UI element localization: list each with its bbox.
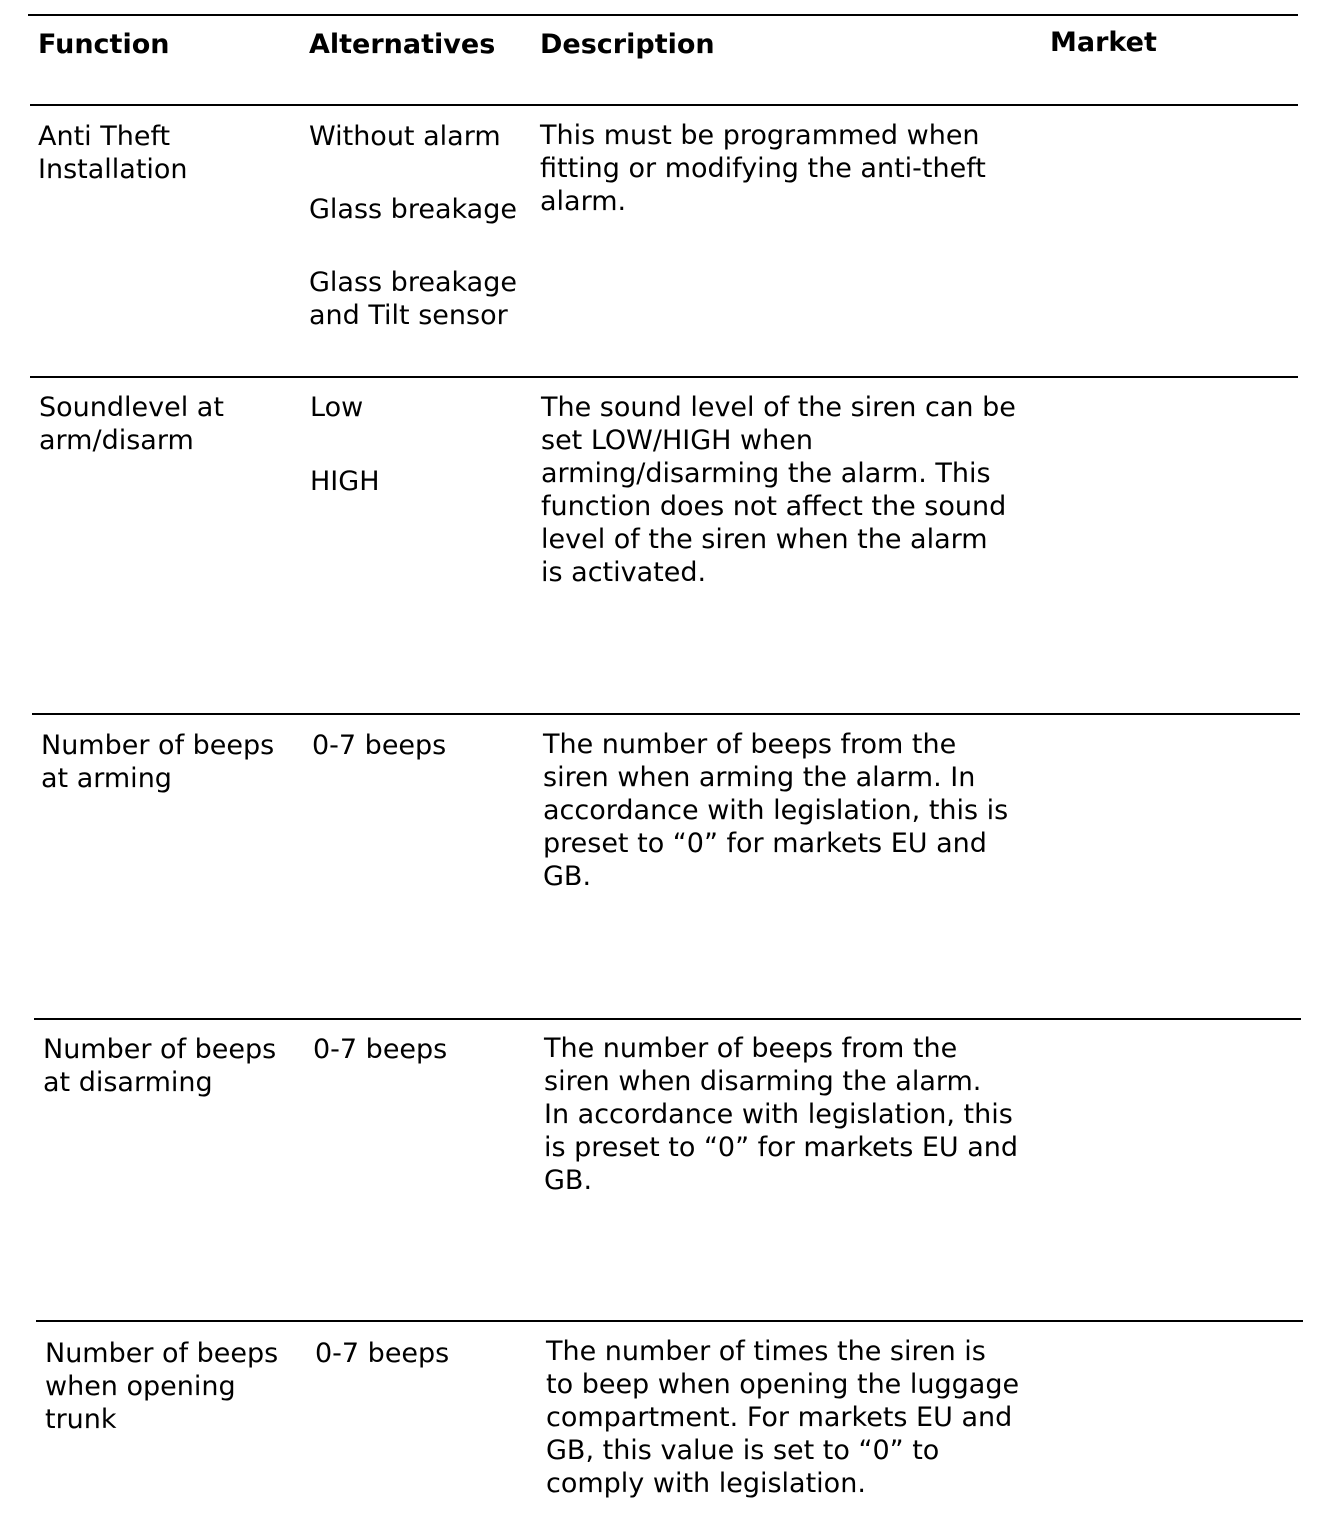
- alternative-item: Without alarm: [309, 121, 501, 152]
- alternative-item: Low: [310, 392, 364, 423]
- alternative-item: 0-7 beeps: [315, 1338, 450, 1369]
- function-cell: Soundlevel at arm/disarm: [39, 392, 224, 456]
- alternative-item: 0-7 beeps: [312, 730, 447, 761]
- alternative-item: Glass breakage and Tilt sensor: [309, 267, 517, 331]
- function-cell: Number of beeps at disarming: [43, 1034, 277, 1098]
- column-header-alternatives: Alternatives: [309, 29, 496, 60]
- alternative-item: 0-7 beeps: [313, 1034, 448, 1065]
- row-divider: [34, 1018, 1301, 1020]
- header-bottom-rule: [30, 104, 1298, 106]
- description-cell: This must be programmed when fitting or modifying the anti-theft alarm.: [540, 120, 986, 217]
- description-cell: The number of times the siren is to beep when opening the luggage compartment. For markets EU and GB, this value is set to “0” to comply with legislation.: [546, 1336, 1020, 1499]
- function-cell: Number of beeps at arming: [41, 730, 275, 794]
- description-cell: The number of beeps from the siren when disarming the alarm. In accordance with legislation, this is preset to “0” for markets EU and GB.: [544, 1033, 1019, 1196]
- column-header-description: Description: [540, 29, 715, 60]
- row-divider: [30, 376, 1298, 378]
- description-cell: The number of beeps from the siren when arming the alarm. In accordance with legislation, this is preset to “0” for markets EU and GB.: [543, 729, 1009, 892]
- row-divider: [36, 1320, 1303, 1322]
- column-header-market: Market: [1050, 27, 1157, 58]
- alternative-item: Glass breakage: [309, 194, 517, 225]
- alternative-item: HIGH: [310, 466, 380, 497]
- column-header-function: Function: [38, 29, 170, 60]
- function-cell: Number of beeps when opening trunk: [45, 1338, 279, 1435]
- table-top-rule: [28, 14, 1298, 16]
- description-cell: The sound level of the siren can be set LOW/HIGH when arming/disarming the alarm. This function does not affect the sound level of the siren when the alarm is activated.: [541, 392, 1016, 588]
- row-divider: [32, 713, 1300, 715]
- function-cell: Anti Theft Installation: [38, 121, 188, 185]
